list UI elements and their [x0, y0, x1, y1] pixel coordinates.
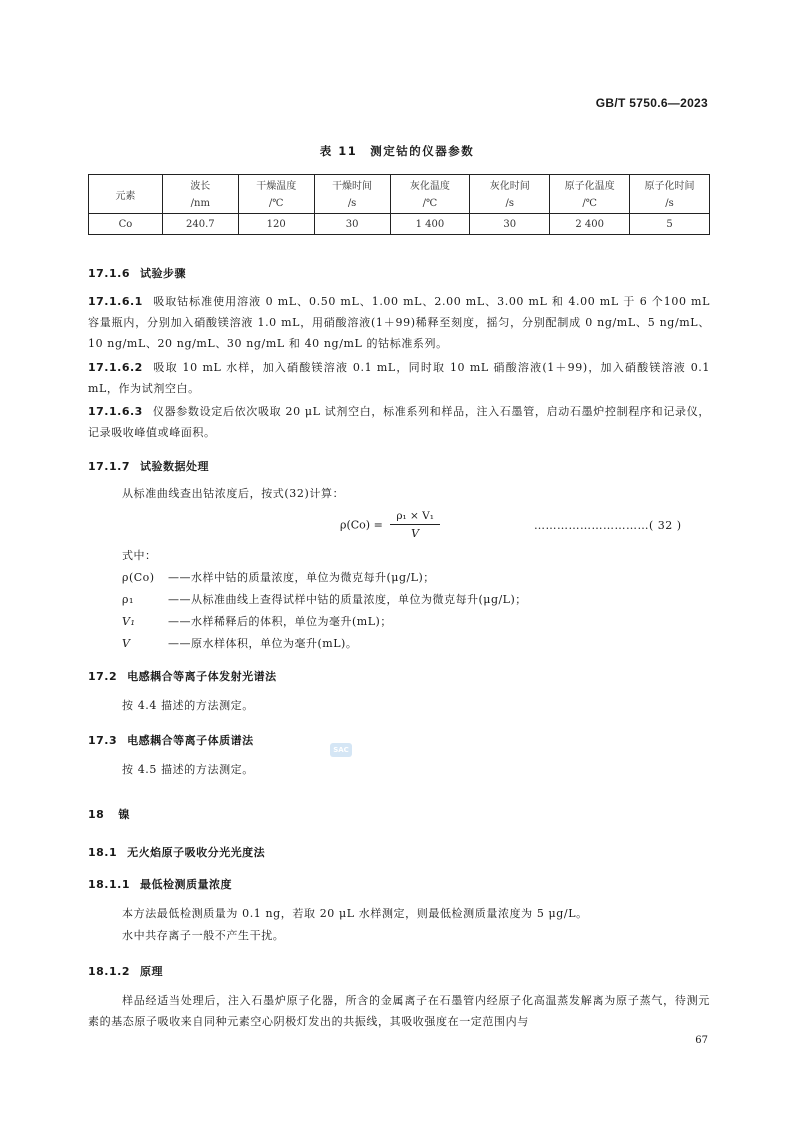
where-symbol: V — [122, 637, 131, 650]
where-label: 式中： — [122, 549, 157, 562]
table-header-cell: 波长 — [162, 175, 238, 195]
section-heading-18-1-1 — [88, 876, 232, 892]
where-description: ——水样中钴的质量浓度，单位为微克每升(μg/L)； — [168, 571, 435, 584]
section-number: 17.3 — [88, 734, 118, 747]
table-cell: 30 — [314, 214, 390, 235]
paragraph-17-1-6-1 — [88, 291, 710, 354]
where-description: ——水样稀释后的体积，单位为毫升(mL)； — [168, 615, 392, 628]
clause-number: 17.1.6.1 — [88, 295, 143, 308]
section-title: 试验数据处理 — [139, 460, 209, 473]
section-number: 18.1 — [88, 846, 118, 859]
section-heading-17-1-6 — [88, 265, 186, 281]
section-title: 最低检测质量浓度 — [139, 878, 232, 891]
section-heading-18-1-2 — [88, 963, 163, 979]
section-title: 镍 — [118, 808, 130, 821]
where-item — [122, 569, 435, 585]
clause-text: 吸取 10 mL 水样，加入硝酸镁溶液 0.1 mL，同时取 10 mL 硝酸溶液(1＋99)，加入硝酸镁溶液 0.1 mL，作为试剂空白。 — [88, 361, 710, 395]
table-unit-cell: /℃ — [390, 194, 470, 214]
table-unit-cell: /℃ — [238, 194, 314, 214]
section-number: 17.2 — [88, 670, 118, 683]
table-unit-cell: /nm — [162, 194, 238, 214]
section-number: 18.1.2 — [88, 965, 130, 978]
table-cell: 1 400 — [390, 214, 470, 235]
formula-numerator: ρ₁ × V₁ — [390, 510, 440, 525]
section-number: 18 — [88, 808, 105, 821]
where-symbol: ρ₁ — [122, 593, 134, 606]
table-row — [89, 214, 710, 235]
where-item — [122, 635, 357, 651]
paragraph-18-1-2: 样品经适当处理后，注入石墨炉原子化器，所含的金属离子在石墨管内经原子化高温蒸发解离为原子蒸气，待测元素的基态原子吸收来自同种元素空心阴极灯发出的共振线，其吸收强度在一定范围内与 — [88, 994, 710, 1028]
paragraph-18-1-1-line1: 本方法最低检测质量为 0.1 ng，若取 20 μL 水样测定，则最低检测质量浓度为 5 μg/L。 — [122, 907, 588, 920]
table-header-cell: 干燥时间 — [314, 175, 390, 195]
table-header-cell: 灰化温度 — [390, 175, 470, 195]
paragraph-17-2: 按 4.4 描述的方法测定。 — [122, 699, 254, 712]
section-title: 试验步骤 — [139, 267, 186, 280]
formula-fraction — [390, 510, 440, 540]
table-cell: 5 — [630, 214, 710, 235]
table-unit-cell: /s — [470, 194, 550, 214]
table-cell: 2 400 — [550, 214, 630, 235]
paragraph-17-1-6-2 — [88, 357, 710, 399]
where-symbol: ρ(Co) — [122, 571, 155, 584]
calculation-intro: 从标准曲线查出钴浓度后，按式(32)计算： — [122, 487, 345, 500]
table-header-cell: 灰化时间 — [470, 175, 550, 195]
table-header-cell: 原子化时间 — [630, 175, 710, 195]
section-title: 无火焰原子吸收分光光度法 — [127, 846, 266, 859]
table-unit-cell: /℃ — [550, 194, 630, 214]
formula-32 — [340, 510, 440, 540]
table-unit-cell: /s — [314, 194, 390, 214]
table-cell: Co — [89, 214, 163, 235]
clause-text: 仪器参数设定后依次吸取 20 μL 试剂空白，标准系列和样品，注入石墨管，启动石墨炉控制程序和记录仪，记录吸收峰值或峰面积。 — [88, 405, 710, 439]
section-number: 18.1.1 — [88, 878, 130, 891]
clause-number: 17.1.6.2 — [88, 361, 143, 374]
page-number: 67 — [695, 1035, 708, 1046]
section-number: 17.1.7 — [88, 460, 130, 473]
table-cell: 30 — [470, 214, 550, 235]
section-heading-17-1-7 — [88, 458, 209, 474]
clause-number: 17.1.6.3 — [88, 405, 143, 418]
standard-number: GB/T 5750.6—2023 — [595, 96, 708, 110]
equation-number: …………………………( 32 ) — [534, 519, 682, 532]
table-caption: 表 11 测定钴的仪器参数 — [319, 144, 475, 158]
table-header-cell: 干燥温度 — [238, 175, 314, 195]
instrument-parameter-table — [88, 174, 710, 235]
section-title: 原理 — [139, 965, 163, 978]
section-heading-17-2 — [88, 668, 277, 684]
section-number: 17.1.6 — [88, 267, 130, 280]
section-heading-17-3 — [88, 732, 254, 748]
formula-denominator: V — [411, 527, 420, 540]
table-header-cell: 原子化温度 — [550, 175, 630, 195]
watermark-logo: SAC — [330, 743, 352, 757]
table-unit-cell: /s — [630, 194, 710, 214]
where-item — [122, 613, 392, 629]
paragraph-17-1-6-3 — [88, 401, 710, 443]
table-header-cell: 元素 — [89, 175, 163, 214]
where-item — [122, 591, 527, 607]
paragraph-18-1-1-line2: 水中共存离子一般不产生干扰。 — [122, 929, 285, 942]
where-symbol: V₁ — [122, 615, 136, 628]
where-description: ——原水样体积，单位为毫升(mL)。 — [168, 637, 358, 650]
formula-lhs: ρ(Co) = — [340, 518, 383, 532]
paragraph-17-3: 按 4.5 描述的方法测定。 — [122, 763, 254, 776]
section-title: 电感耦合等离子体发射光谱法 — [127, 670, 277, 683]
table-cell: 240.7 — [162, 214, 238, 235]
section-heading-18-1 — [88, 844, 265, 860]
clause-text: 吸取钴标准使用溶液 0 mL、0.50 mL、1.00 mL、2.00 mL、3.00 mL 和 4.00 mL 于 6 个100 mL 容量瓶内，分别加入硝酸镁溶液 1.0 mL，用硝酸溶液(1＋99)稀释至刻度，摇匀，分别配制成 0 ng/mL、5 ng/mL、10 ng/mL、20 ng/mL、30 ng/mL 和 40 ng/mL 的钴标准系列。 — [88, 295, 710, 350]
where-description: ——从标准曲线上查得试样中钴的质量浓度，单位为微克每升(μg/L)； — [168, 593, 527, 606]
section-title: 电感耦合等离子体质谱法 — [127, 734, 254, 747]
table-cell: 120 — [238, 214, 314, 235]
section-heading-18 — [88, 806, 130, 822]
